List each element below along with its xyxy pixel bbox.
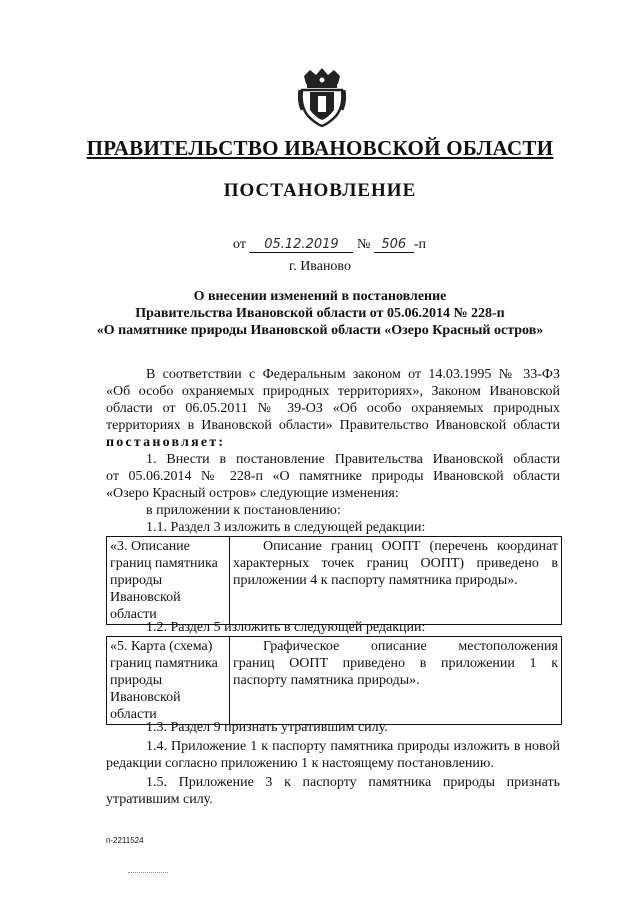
item-line: 1.4. Приложение 1 к паспорту памятника природы изложить в новой [146,739,560,754]
city: г. Иваново [289,259,351,274]
section-content-cell [230,537,562,625]
cell-line: «3. Описание [110,539,190,554]
item-line: 1.2. Раздел 5 изложить в следующей редакции: [146,620,426,635]
item-line: 1.5. Приложение 3 к паспорту памятника природы признать [146,775,560,790]
document-subject [0,288,640,339]
cell-line: характерных точек границ ООПТ) приведено в [233,556,558,571]
resolves-word: постановляет: [106,435,226,450]
item-line: утратившим силу. [106,792,213,807]
item-line: 1. Внести в постановление Правительства Ивановской области [146,452,560,467]
item-line: редакции согласно приложению 1 к настоящему постановлению. [106,756,494,771]
item-line: 1.1. Раздел 3 изложить в следующей редакции: [146,520,426,535]
section-3-table [106,536,562,625]
date-prefix: от [233,237,246,252]
item-1-paragraph [106,451,560,536]
cell-line: паспорту памятника природы». [233,673,420,688]
subject-line: «О памятнике природы Ивановской области «Озеро Красный остров» [96,323,544,338]
document-date: 05.12.2019 [249,237,353,253]
section-5-table [106,636,562,725]
section-content-cell [230,637,562,725]
preamble-paragraph [106,366,560,451]
item-line: от 05.06.2014 № 228-п «О памятнике природы Ивановской области [106,469,560,484]
cell-line: «5. Карта (схема) [110,639,213,654]
cell-line: Ивановской [110,690,181,705]
table-row [107,537,562,625]
subject-line: Правительства Ивановской области от 05.06.2014 № 228-п [135,306,505,321]
document-type: ПОСТАНОВЛЕНИЕ [223,180,417,201]
cell-line: приложении 4 к паспорту памятника природы». [233,573,518,588]
preamble-line: области от 06.05.2011 № 39-ОЗ «Об особо охраняемых природных [106,401,560,416]
preamble-line: В соответствии с Федеральным законом от 14.03.1995 № 33-ФЗ [146,367,560,382]
cell-line: Графическое описание местоположения [263,639,558,654]
items-remaining [106,719,560,808]
cell-line: природы [110,573,163,588]
item-line: 1.3. Раздел 9 признать утратившим силу. [146,720,388,735]
cell-line: природы [110,673,163,688]
number-suffix: -п [413,237,426,252]
subject-line: О внесении изменений в постановление [193,289,447,304]
cell-line: области [110,607,157,622]
cell-line: границ памятника [110,656,218,671]
cell-line: границ ООПТ приведено в приложении 1 к [233,656,558,671]
organization-title: ПРАВИТЕЛЬСТВО ИВАНОВСКОЙ ОБЛАСТИ [86,136,554,160]
item-1-2-paragraph [106,619,560,636]
item-line: в приложении к постановлению: [146,503,341,518]
section-title-cell [107,637,230,725]
coat-of-arms-emblem [298,66,346,128]
document-number: 506 [374,237,414,253]
table-row [107,637,562,725]
item-line: «Озеро Красный остров» следующие изменения: [106,486,399,501]
date-number-line [233,236,426,253]
number-sign: № [356,237,371,252]
cell-line: Описание границ ООПТ (перечень координат [263,539,558,554]
section-title-cell [107,537,230,625]
footer-code: п-2211524 [106,836,144,845]
preamble-line: территориях в Ивановской области» Правительство Ивановской области [106,418,560,433]
cell-line: границ памятника [110,556,218,571]
cell-line: области [110,707,157,722]
preamble-line: «Об особо охраняемых природных территориях», Законом Ивановской [106,384,560,399]
cell-line: Ивановской [110,590,181,605]
footer-divider [128,872,168,873]
